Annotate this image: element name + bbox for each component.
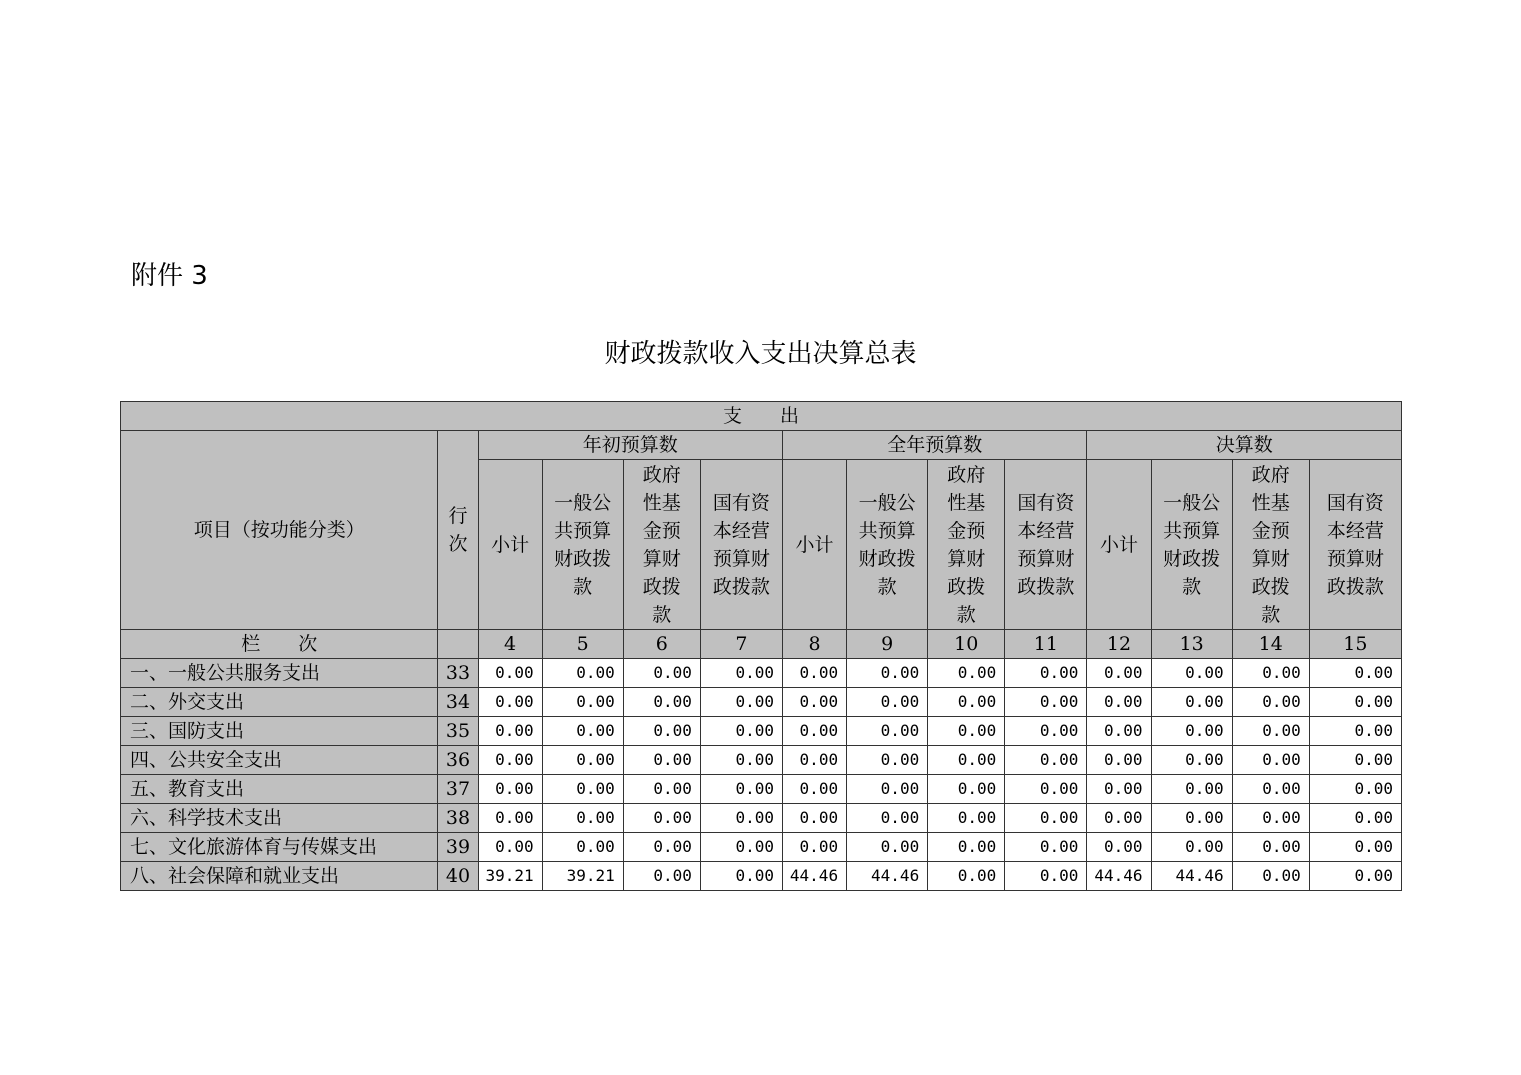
row-value-cell: 0.00 — [1309, 688, 1401, 717]
subcolumn-header: 国有资 本经营 预算财 政拨款 — [700, 460, 782, 630]
row-value-cell: 0.00 — [623, 775, 700, 804]
row-value-cell: 0.00 — [928, 862, 1005, 891]
row-value-cell: 0.00 — [847, 804, 928, 833]
row-value-cell: 0.00 — [847, 659, 928, 688]
row-value-cell: 0.00 — [928, 775, 1005, 804]
budget-table — [120, 401, 1402, 891]
row-value-cell: 0.00 — [1005, 804, 1087, 833]
row-value-cell: 0.00 — [782, 804, 846, 833]
row-value-cell: 39.21 — [478, 862, 542, 891]
row-number: 33 — [438, 659, 478, 688]
row-value-cell: 0.00 — [623, 746, 700, 775]
row-value-cell: 44.46 — [1151, 862, 1232, 891]
row-value-cell: 0.00 — [1005, 659, 1087, 688]
column-number: 5 — [542, 630, 623, 659]
row-value-cell: 44.46 — [847, 862, 928, 891]
attachment-label: 附件 3 — [131, 261, 208, 291]
row-number: 40 — [438, 862, 478, 891]
row-value-cell: 0.00 — [782, 746, 846, 775]
row-item-label: 八、社会保障和就业支出 — [121, 862, 438, 891]
row-value-cell: 0.00 — [542, 804, 623, 833]
row-value-cell: 0.00 — [847, 775, 928, 804]
row-value-cell: 0.00 — [1151, 833, 1232, 862]
row-value-cell: 0.00 — [1309, 775, 1401, 804]
column-number: 11 — [1005, 630, 1087, 659]
row-number: 34 — [438, 688, 478, 717]
row-value-cell: 0.00 — [1309, 804, 1401, 833]
row-value-cell: 0.00 — [847, 717, 928, 746]
row-value-cell: 0.00 — [1005, 746, 1087, 775]
header-row-top — [121, 402, 1402, 431]
row-number: 38 — [438, 804, 478, 833]
page-title: 财政拨款收入支出决算总表 — [604, 339, 917, 369]
row-value-cell: 0.00 — [700, 746, 782, 775]
row-value-cell: 0.00 — [478, 775, 542, 804]
row-value-cell: 0.00 — [1151, 775, 1232, 804]
row-value-cell: 0.00 — [1087, 659, 1151, 688]
row-value-cell: 0.00 — [1005, 775, 1087, 804]
column-number: 4 — [478, 630, 542, 659]
row-number: 36 — [438, 746, 478, 775]
row-value-cell: 0.00 — [542, 833, 623, 862]
row-no-column-header: 行 次 — [438, 431, 478, 630]
group-header-annual-budget: 全年预算数 — [782, 431, 1086, 460]
row-value-cell: 0.00 — [542, 717, 623, 746]
row-value-cell: 0.00 — [1151, 717, 1232, 746]
table-row — [121, 688, 1402, 717]
column-number: 15 — [1309, 630, 1401, 659]
row-value-cell: 0.00 — [542, 688, 623, 717]
row-value-cell: 0.00 — [928, 804, 1005, 833]
row-value-cell: 0.00 — [928, 688, 1005, 717]
row-value-cell: 0.00 — [700, 775, 782, 804]
row-value-cell: 0.00 — [1005, 833, 1087, 862]
column-number: 8 — [782, 630, 846, 659]
subcolumn-header: 一般公 共预算 财政拨 款 — [847, 460, 928, 630]
subcolumn-header: 政府 性基 金预 算财 政拨 款 — [623, 460, 700, 630]
row-value-cell: 0.00 — [700, 833, 782, 862]
subcolumn-header: 政府 性基 金预 算财 政拨 款 — [928, 460, 1005, 630]
row-value-cell: 0.00 — [623, 833, 700, 862]
subcolumn-header: 国有资 本经营 预算财 政拨款 — [1309, 460, 1401, 630]
column-number: 14 — [1232, 630, 1309, 659]
row-value-cell: 0.00 — [623, 804, 700, 833]
row-value-cell: 0.00 — [1005, 862, 1087, 891]
row-value-cell: 0.00 — [1232, 775, 1309, 804]
subcolumn-header: 小计 — [1087, 460, 1151, 630]
row-value-cell: 0.00 — [700, 659, 782, 688]
column-number-label: 栏 次 — [121, 630, 438, 659]
item-column-header: 项目（按功能分类） — [121, 431, 438, 630]
table-row — [121, 717, 1402, 746]
row-item-label: 六、科学技术支出 — [121, 804, 438, 833]
row-value-cell: 0.00 — [542, 659, 623, 688]
row-value-cell: 0.00 — [1087, 746, 1151, 775]
row-item-label: 一、一般公共服务支出 — [121, 659, 438, 688]
row-value-cell: 0.00 — [478, 659, 542, 688]
row-value-cell: 0.00 — [623, 717, 700, 746]
row-value-cell: 44.46 — [1087, 862, 1151, 891]
header-row-groups — [121, 431, 1402, 460]
subcolumn-header: 小计 — [478, 460, 542, 630]
row-value-cell: 0.00 — [928, 717, 1005, 746]
column-number: 9 — [847, 630, 928, 659]
row-value-cell: 0.00 — [700, 862, 782, 891]
group-header-initial-budget: 年初预算数 — [478, 431, 782, 460]
row-value-cell: 0.00 — [782, 833, 846, 862]
table-row — [121, 862, 1402, 891]
row-value-cell: 0.00 — [1232, 862, 1309, 891]
table-row — [121, 833, 1402, 862]
subcolumn-header: 小计 — [782, 460, 846, 630]
column-number: 6 — [623, 630, 700, 659]
row-item-label: 五、教育支出 — [121, 775, 438, 804]
row-value-cell: 0.00 — [1151, 746, 1232, 775]
row-item-label: 四、公共安全支出 — [121, 746, 438, 775]
row-value-cell: 0.00 — [700, 688, 782, 717]
row-value-cell: 0.00 — [1087, 804, 1151, 833]
column-number: 10 — [928, 630, 1005, 659]
row-value-cell: 0.00 — [1232, 746, 1309, 775]
row-value-cell: 0.00 — [478, 717, 542, 746]
row-value-cell: 0.00 — [478, 688, 542, 717]
row-value-cell: 0.00 — [928, 659, 1005, 688]
column-number: 7 — [700, 630, 782, 659]
row-item-label: 二、外交支出 — [121, 688, 438, 717]
row-value-cell: 0.00 — [1232, 833, 1309, 862]
table-row — [121, 746, 1402, 775]
row-value-cell: 0.00 — [1087, 717, 1151, 746]
row-value-cell: 0.00 — [1232, 717, 1309, 746]
subcolumn-header: 国有资 本经营 预算财 政拨款 — [1005, 460, 1087, 630]
row-value-cell: 0.00 — [478, 833, 542, 862]
row-value-cell: 0.00 — [782, 659, 846, 688]
row-value-cell: 0.00 — [623, 862, 700, 891]
row-value-cell: 0.00 — [623, 659, 700, 688]
row-value-cell: 0.00 — [1309, 659, 1401, 688]
header-row-column-numbers — [121, 630, 1402, 659]
row-number: 39 — [438, 833, 478, 862]
row-item-label: 三、国防支出 — [121, 717, 438, 746]
row-value-cell: 0.00 — [1309, 862, 1401, 891]
row-value-cell: 0.00 — [782, 775, 846, 804]
row-value-cell: 0.00 — [1309, 833, 1401, 862]
row-value-cell: 0.00 — [1151, 688, 1232, 717]
subcolumn-header: 一般公 共预算 财政拨 款 — [1151, 460, 1232, 630]
row-value-cell: 0.00 — [478, 746, 542, 775]
row-value-cell: 0.00 — [1232, 804, 1309, 833]
row-value-cell: 0.00 — [928, 833, 1005, 862]
table-row — [121, 659, 1402, 688]
subcolumn-header: 政府 性基 金预 算财 政拨 款 — [1232, 460, 1309, 630]
row-value-cell: 0.00 — [542, 746, 623, 775]
row-value-cell: 0.00 — [847, 833, 928, 862]
row-value-cell: 0.00 — [478, 804, 542, 833]
subcolumn-header: 一般公 共预算 财政拨 款 — [542, 460, 623, 630]
group-header-final-accounts: 决算数 — [1087, 431, 1402, 460]
expenditure-header: 支 出 — [121, 402, 1402, 431]
column-number: 12 — [1087, 630, 1151, 659]
table-row — [121, 804, 1402, 833]
row-item-label: 七、文化旅游体育与传媒支出 — [121, 833, 438, 862]
row-number: 35 — [438, 717, 478, 746]
row-value-cell: 0.00 — [1232, 659, 1309, 688]
row-value-cell: 0.00 — [782, 717, 846, 746]
column-number-blank — [438, 630, 478, 659]
row-value-cell: 0.00 — [1087, 775, 1151, 804]
row-value-cell: 0.00 — [1151, 804, 1232, 833]
row-number: 37 — [438, 775, 478, 804]
column-number: 13 — [1151, 630, 1232, 659]
row-value-cell: 0.00 — [1309, 717, 1401, 746]
row-value-cell: 0.00 — [542, 775, 623, 804]
row-value-cell: 44.46 — [782, 862, 846, 891]
row-value-cell: 39.21 — [542, 862, 623, 891]
row-value-cell: 0.00 — [623, 688, 700, 717]
row-value-cell: 0.00 — [1005, 688, 1087, 717]
row-value-cell: 0.00 — [1232, 688, 1309, 717]
row-value-cell: 0.00 — [1309, 746, 1401, 775]
row-value-cell: 0.00 — [782, 688, 846, 717]
row-value-cell: 0.00 — [700, 717, 782, 746]
row-value-cell: 0.00 — [847, 688, 928, 717]
row-value-cell: 0.00 — [928, 746, 1005, 775]
row-value-cell: 0.00 — [1087, 833, 1151, 862]
table-row — [121, 775, 1402, 804]
row-value-cell: 0.00 — [1087, 688, 1151, 717]
row-value-cell: 0.00 — [1005, 717, 1087, 746]
row-value-cell: 0.00 — [1151, 659, 1232, 688]
row-value-cell: 0.00 — [847, 746, 928, 775]
row-value-cell: 0.00 — [700, 804, 782, 833]
